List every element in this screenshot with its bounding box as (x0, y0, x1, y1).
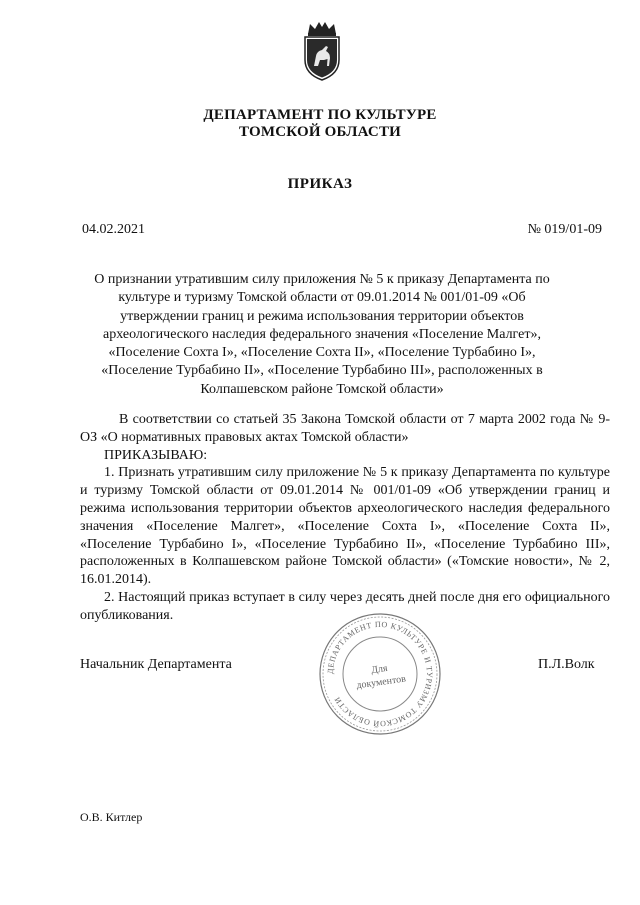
preamble-paragraph: В соответствии со статьей 35 Закона Томской области от 7 марта 2002 года № 9-ОЗ «О нормативных правовых актах Томской области» (80, 412, 610, 445)
document-body (80, 411, 610, 625)
official-stamp (318, 612, 442, 736)
document-number: № 019/01-09 (527, 222, 602, 237)
stamp-center-line2: документов (355, 673, 407, 692)
document-author: О.В. Китлер (80, 810, 143, 824)
department-name-line2: ТОМСКОЙ ОБЛАСТИ (238, 124, 402, 140)
order-word: ПРИКАЗЫВАЮ: (104, 447, 208, 463)
tomsk-coat-of-arms-icon (300, 20, 344, 82)
signatory-title: Начальник Департамента (80, 657, 232, 672)
order-item-1: 1. Признать утратившим силу приложение № 5 к приказу Департамента по культуре и туризму Томской области от 09.01.2014 № 001/01-09 «Об утверждении границ и режима использования территории объектов археологического наследия федерального значения «Поселение Малгет», «Поселение Сохта I», «Поселение Сохта II», «Поселение Турбабино I», «Поселение Турбабино II», «Поселение Турбабино III», расположенных в Колпашевском районе Томской области» («Томские новости», № 2, 16.01.2014). (80, 465, 610, 588)
stamp-center-line1: Для (370, 662, 389, 677)
stamp-ring-text: ДЕПАРТАМЕНТ ПО КУЛЬТУРЕ И ТУРИЗМУ ТОМСКОЙ ОБЛАСТИ (325, 619, 435, 729)
document-type: ПРИКАЗ (287, 176, 353, 192)
document-subject: О признании утратившим силу приложения № 5 к приказу Департамента по культуре и туризму Томской области от 09.01.2014 № 001/01-09 «Об утверждении границ и режима использования территории объектов археологического наследия федерального значения «Поселение Малгет», «Поселение Сохта I», «Поселение Сохта II», «Поселение Турбабино I», «Поселение Турбабино II», «Поселение Турбабино III», расположенных в Колпашевском районе Томской области» (94, 272, 550, 397)
document-date: 04.02.2021 (82, 222, 145, 237)
signatory-name: П.Л.Волк (538, 657, 595, 672)
order-item-2: 2. Настоящий приказ вступает в силу через десять дней после дня его официального опубликования. (80, 589, 610, 623)
department-name-line1: ДЕПАРТАМЕНТ ПО КУЛЬТУРЕ (203, 107, 437, 123)
